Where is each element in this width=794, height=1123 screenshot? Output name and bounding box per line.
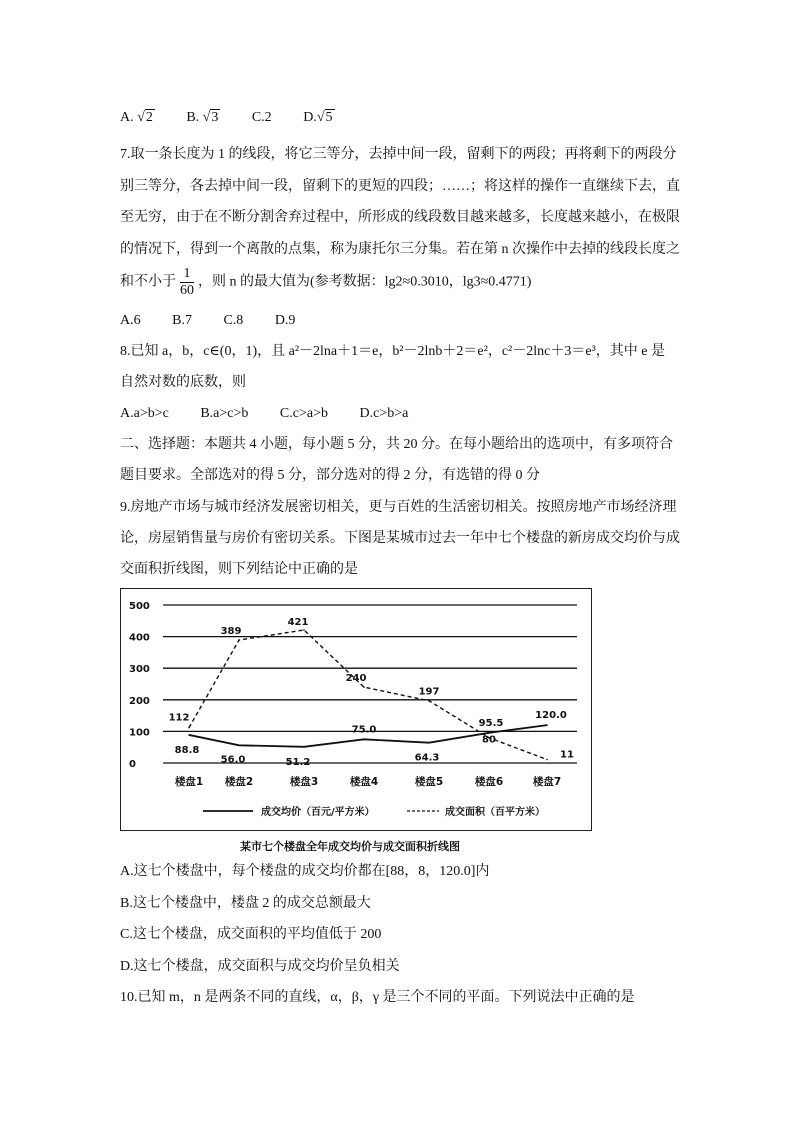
q6-option-b: B. √3 [186, 110, 219, 125]
point-area [188, 727, 190, 729]
q6-option-d: D.√5 [303, 110, 333, 125]
data-label-area: 197 [418, 686, 440, 698]
q8-option-b: B.a>c>b [200, 406, 249, 421]
point-avg-price [188, 734, 190, 736]
data-label-area: 389 [220, 626, 242, 638]
legend-label-avg-price: 成交均价（百元/平方米） [261, 807, 375, 818]
x-tick-label: 楼盘1 [174, 776, 204, 788]
data-label-avg-price: 56.0 [220, 754, 246, 766]
data-label-avg-price: 88.8 [174, 744, 200, 756]
q9-line-3: 交面积折线图，则下列结论中正确的是 [120, 562, 358, 577]
y-tick-label: 400 [129, 632, 150, 644]
chart-caption: 某市七个楼盘全年成交均价与成交面积折线图 [240, 840, 460, 853]
y-tick-label: 0 [129, 759, 136, 770]
q9-option-a: A.这七个楼盘中，每个楼盘的成交均价都在[88，8，120.0]内 [120, 864, 490, 879]
q8-option-a: A.a>b>c [120, 406, 169, 421]
section2-line-1: 二、选择题：本题共 4 小题，每小题 5 分，共 20 分。在每小题给出的选项中，有多项符合 [120, 437, 673, 452]
q7-options [120, 311, 323, 331]
q7-line-3: 至无穷，由于在不断分割舍弃过程中，所形成的线段数目越来越多，长度越来越小，在极限 [120, 210, 680, 225]
data-label-area: 112 [168, 712, 190, 724]
y-tick-label: 500 [129, 601, 150, 612]
data-label-area: 421 [287, 616, 309, 628]
q7-option-b: B.7 [172, 313, 192, 328]
point-avg-price [363, 739, 365, 741]
point-area [363, 686, 365, 688]
point-area [303, 629, 305, 631]
q6-option-a: A. √2 [120, 110, 153, 125]
q6-option-c: C.2 [251, 110, 272, 125]
point-area [546, 759, 548, 761]
data-label-avg-price: 120.0 [535, 710, 567, 722]
point-avg-price [546, 724, 548, 726]
point-avg-price [303, 746, 305, 748]
point-avg-price [238, 745, 240, 747]
y-tick-label: 100 [129, 727, 150, 739]
q7-option-a: A.6 [120, 313, 141, 328]
q8-option-d: D.c>b>a [359, 406, 409, 421]
q9-line-2: 论，房屋销售量与房价有密切关系。下图是某城市过去一年中七个楼盘的新房成交均价与成 [120, 531, 680, 546]
data-label-area: 11 [560, 749, 574, 761]
q7-line-1: 7.取一条长度为 1 的线段，将它三等分，去掉中间一段，留剩下的两段；再将剩下的两段分 [120, 147, 677, 162]
data-label-avg-price: 64.3 [414, 752, 440, 764]
data-label-avg-price: 75.0 [351, 724, 377, 736]
q9-option-c: C.这七个楼盘，成交面积的平均值低于 200 [120, 927, 382, 942]
point-area [238, 639, 240, 641]
q7-line-2: 别三等分，各去掉中间一段，留剩下的更短的四段；……；将这样的操作一直继续下去，直 [120, 179, 680, 194]
q9-option-b: B.这七个楼盘中，楼盘 2 的成交总额最大 [120, 896, 371, 911]
y-tick-label: 300 [129, 664, 150, 676]
q8-line-2: 自然对数的底数，则 [120, 375, 246, 390]
data-label-avg-price: 51.2 [285, 756, 311, 768]
point-area [428, 700, 430, 702]
legend-label-area: 成交面积（百平方米） [445, 807, 545, 818]
data-label-avg-price: 95.5 [478, 717, 504, 729]
x-tick-label: 楼盘5 [414, 776, 444, 788]
x-tick-label: 楼盘6 [474, 776, 504, 788]
section2-line-2: 题目要求。全部选对的得 5 分，部分选对的得 2 分，有选错的得 0 分 [120, 468, 540, 483]
q9-option-d: D.这七个楼盘，成交面积与成交均价呈负相关 [120, 959, 400, 974]
q7-line-5: 和不小于 $\frac{1}{60}$ ，则 n 的最大值为(参考数据：lg2≈0.3010，lg3≈0.4771) [120, 266, 532, 298]
q6-options [120, 108, 363, 128]
point-avg-price [428, 742, 430, 744]
point-avg-price [488, 732, 490, 734]
fraction: $\frac{1}{60}$ [180, 266, 194, 298]
data-label-area: 240 [345, 673, 367, 685]
q9-line-1: 9.房地产市场与城市经济发展密切相关，更与百姓的生活密切相关。按照房地产市场经济理 [120, 500, 677, 515]
q7-option-d: D.9 [274, 313, 296, 328]
q8-option-c: C.c>a>b [279, 406, 328, 421]
q8-line-1: 8.已知 a，b，c∈(0，1)，且 a²－2lna＋1＝e，b²－2lnb＋2＝e²，c²－2lnc＋3＝e³，其中 e 是 [120, 344, 665, 359]
chart-svg [121, 589, 591, 830]
data-label-area: 80 [482, 734, 496, 746]
x-tick-label: 楼盘3 [289, 776, 319, 788]
y-tick-label: 200 [129, 695, 150, 707]
q10-line-1: 10.已知 m，n 是两条不同的直线，α，β，γ 是三个不同的平面。下列说法中正确的是 [120, 990, 635, 1005]
q8-options [120, 404, 436, 424]
q7-line-4: 的情况下，得到一个离散的点集，称为康托尔三分集。若在第 n 次操作中去掉的线段长度之 [120, 242, 680, 257]
line-chart [120, 588, 592, 831]
x-tick-label: 楼盘2 [224, 776, 254, 788]
x-tick-label: 楼盘4 [349, 776, 379, 788]
x-tick-label: 楼盘7 [532, 776, 562, 788]
q7-option-c: C.8 [223, 313, 244, 328]
